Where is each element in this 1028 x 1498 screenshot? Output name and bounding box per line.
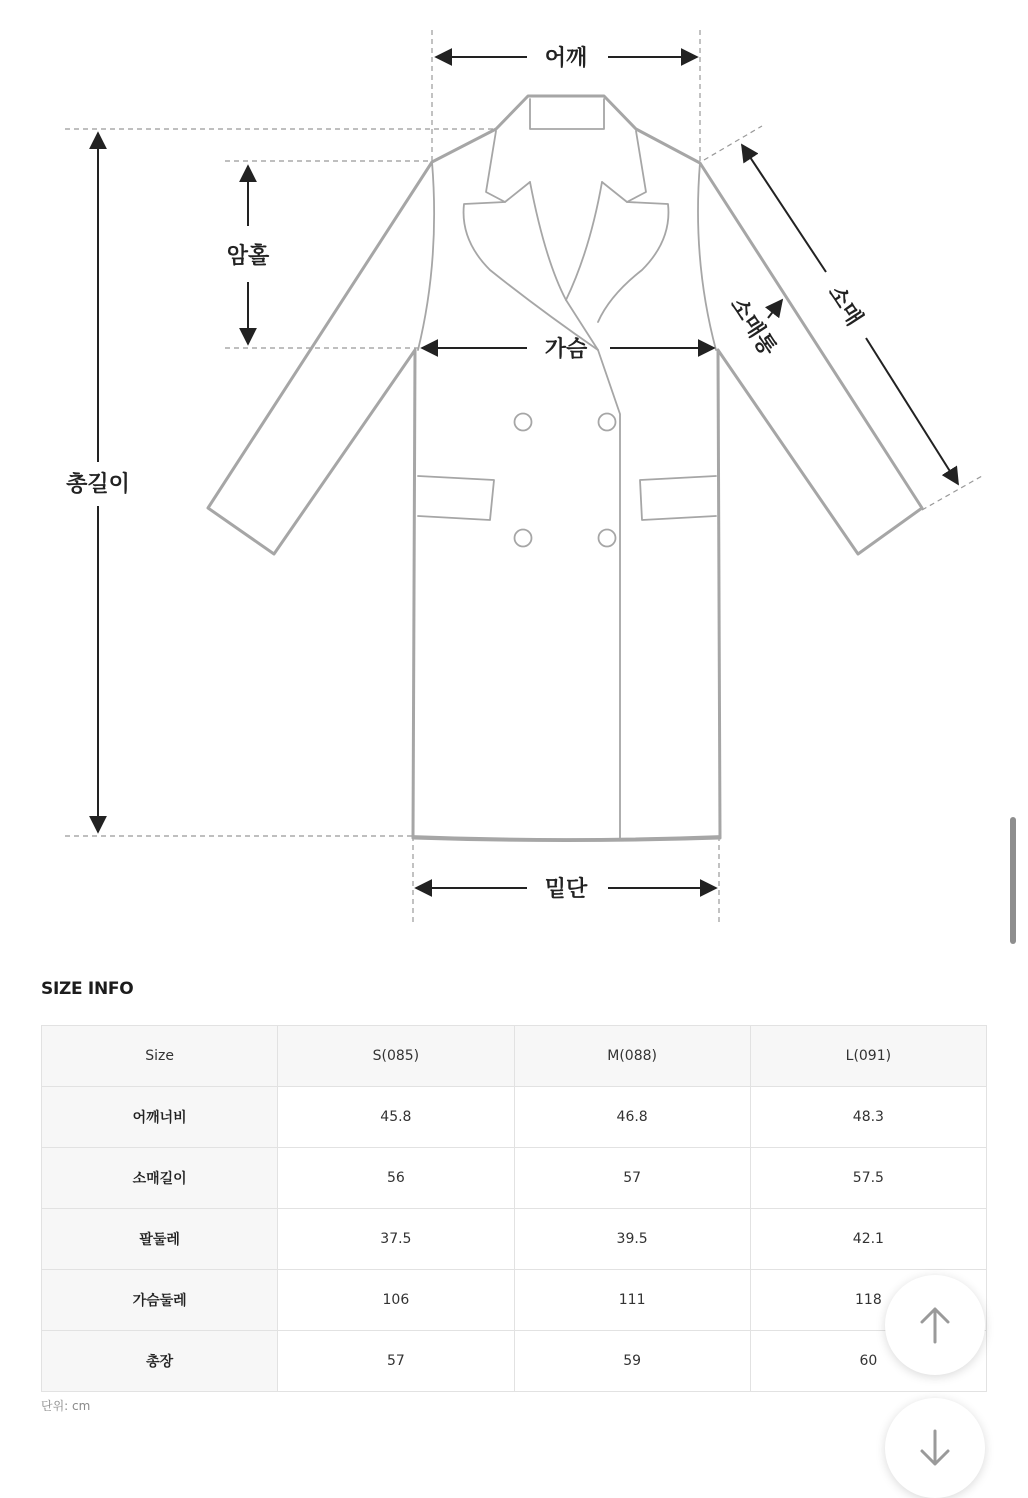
table-cell: 118 bbox=[750, 1270, 986, 1331]
table-cell: 60 bbox=[750, 1331, 986, 1392]
scroll-to-top-button[interactable] bbox=[885, 1275, 985, 1375]
table-cell: 48.3 bbox=[750, 1087, 986, 1148]
table-cell: 106 bbox=[278, 1270, 514, 1331]
table-cell: 56 bbox=[278, 1148, 514, 1209]
table-cell: 42.1 bbox=[750, 1209, 986, 1270]
coat-buttons bbox=[515, 414, 616, 547]
arrow-down-icon bbox=[918, 1428, 952, 1468]
row-label: 소매길이 bbox=[42, 1148, 278, 1209]
row-label: 팔둘레 bbox=[42, 1209, 278, 1270]
label-hem: 밑단 bbox=[544, 877, 588, 902]
scroll-to-bottom-button[interactable] bbox=[885, 1398, 985, 1498]
coat-details bbox=[413, 99, 720, 839]
table-row bbox=[42, 1209, 987, 1270]
table-row bbox=[42, 1087, 987, 1148]
label-total-length: 총길이 bbox=[66, 472, 130, 497]
label-sleeve: 소매 bbox=[822, 281, 867, 331]
label-shoulder: 어깨 bbox=[544, 46, 588, 71]
table-cell: 46.8 bbox=[514, 1087, 750, 1148]
header-cell: S(085) bbox=[278, 1026, 514, 1087]
row-label: 총장 bbox=[42, 1331, 278, 1392]
dimension-arrows bbox=[98, 57, 958, 888]
table-row bbox=[42, 1270, 987, 1331]
header-cell: L(091) bbox=[750, 1026, 986, 1087]
table-cell: 111 bbox=[514, 1270, 750, 1331]
table-row bbox=[42, 1331, 987, 1392]
table-row bbox=[42, 1148, 987, 1209]
arrow-up-icon bbox=[918, 1305, 952, 1345]
table-cell: 57.5 bbox=[750, 1148, 986, 1209]
unit-note: 단위: cm bbox=[41, 1399, 91, 1413]
guide-lines bbox=[65, 30, 982, 922]
table-cell: 57 bbox=[278, 1331, 514, 1392]
label-armhole: 암홀 bbox=[226, 244, 270, 269]
row-label: 어깨너비 bbox=[42, 1087, 278, 1148]
table-cell: 37.5 bbox=[278, 1209, 514, 1270]
table-cell: 39.5 bbox=[514, 1209, 750, 1270]
coat-outline bbox=[208, 96, 922, 841]
scrollbar-thumb[interactable] bbox=[1010, 817, 1016, 944]
table-cell: 45.8 bbox=[278, 1087, 514, 1148]
table-cell: 57 bbox=[514, 1148, 750, 1209]
header-cell: Size bbox=[42, 1026, 278, 1087]
table-cell: 59 bbox=[514, 1331, 750, 1392]
size-table-header-row bbox=[42, 1026, 987, 1087]
size-table bbox=[41, 1025, 987, 1392]
header-cell: M(088) bbox=[514, 1026, 750, 1087]
label-sleeve-width: 소매통 bbox=[724, 293, 781, 361]
label-chest: 가슴 bbox=[544, 337, 588, 362]
row-label: 가슴둘레 bbox=[42, 1270, 278, 1331]
size-info-title: SIZE INFO bbox=[41, 979, 134, 999]
